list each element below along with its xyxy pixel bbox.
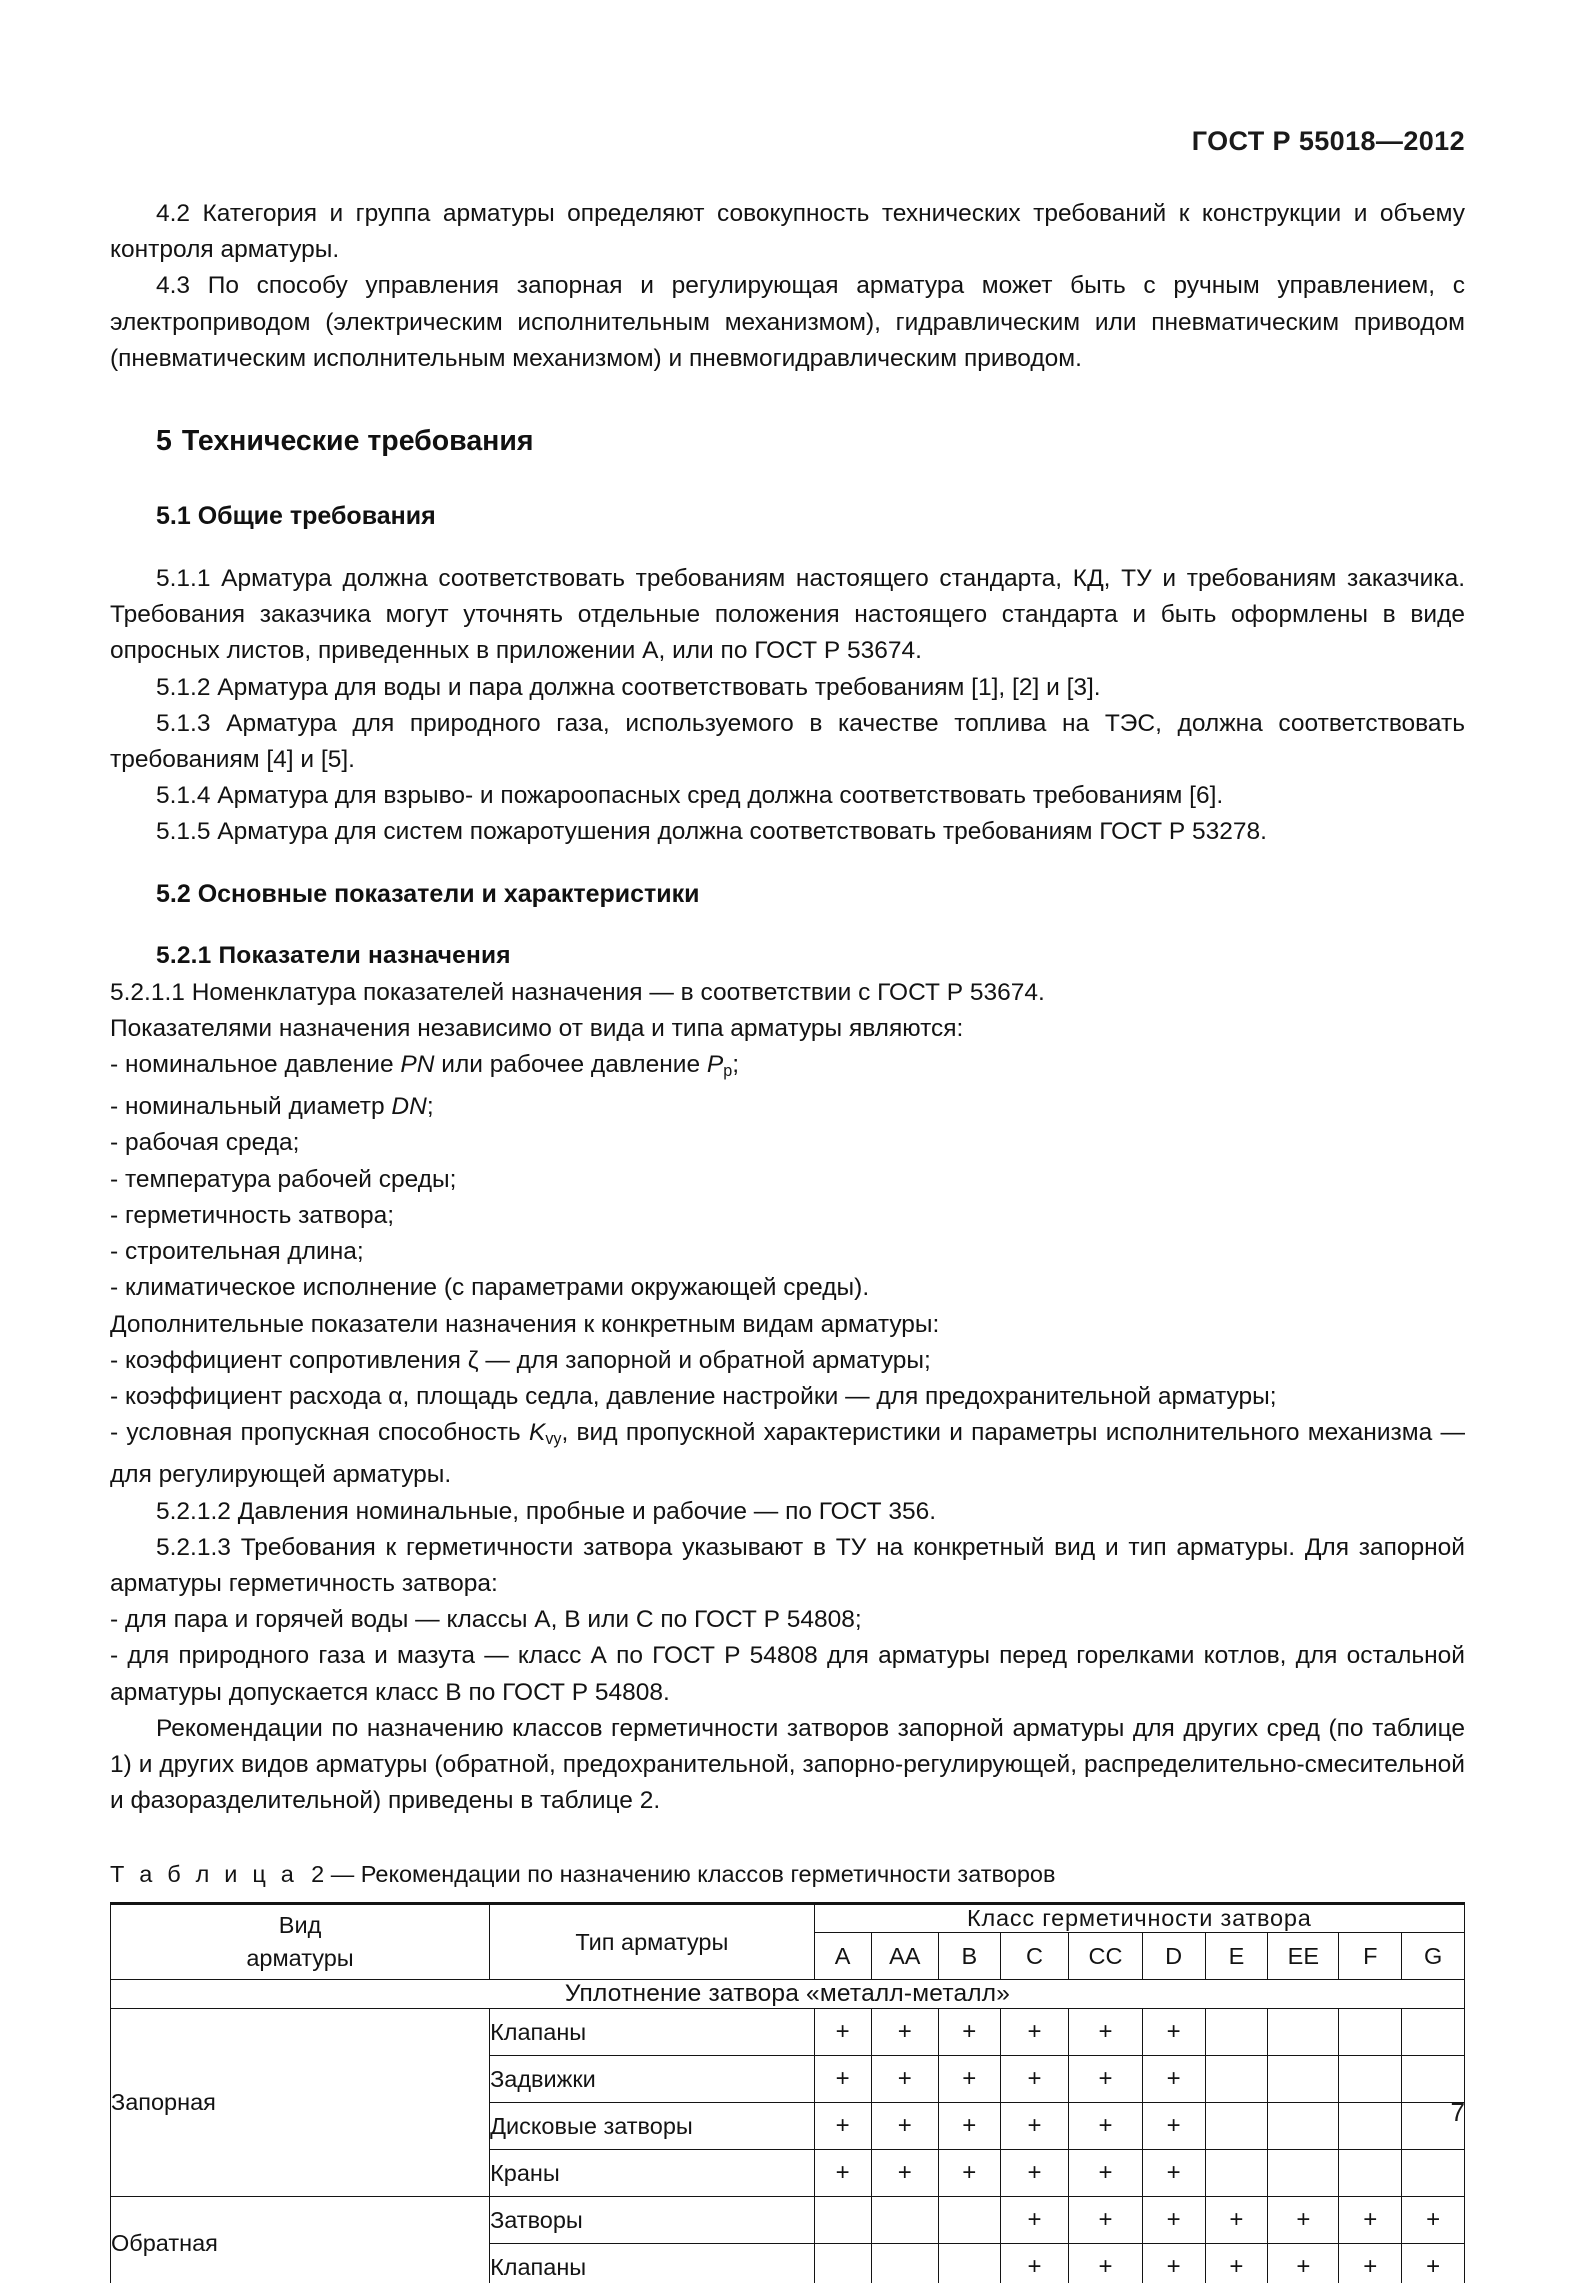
paragraph-5-1-4: 5.1.4 Арматура для взрыво- и пожароопасных сред должна соответствовать требованиям [6].	[156, 782, 1224, 810]
mark-cell: +	[1268, 2244, 1339, 2283]
tip-klapany-obratnaya: Клапаны	[490, 2244, 815, 2283]
bullet-nominal-pressure-prefix: - номинальное давление	[110, 1051, 401, 1079]
header-class-g: G	[1402, 1933, 1465, 1980]
page-number: 7	[1450, 2097, 1465, 2127]
mark-cell: +	[1000, 2009, 1069, 2056]
mark-cell: +	[1402, 2197, 1465, 2244]
bullet-nominal-diameter-suffix: ;	[426, 1093, 434, 1121]
header-class-e: Е	[1205, 1933, 1268, 1980]
mark-cell: +	[1402, 2244, 1465, 2283]
paragraph-5-1-5: 5.1.5 Арматура для систем пожаротушения должна соответствовать требованиям ГОСТ Р 53278.	[156, 818, 1267, 846]
mark-cell: +	[1205, 2197, 1268, 2244]
table-caption-text: Рекомендации по назначению классов герметичности затворов	[360, 1861, 1056, 1888]
mark-cell	[1268, 2103, 1339, 2150]
table-caption-dash: —	[330, 1861, 355, 1888]
mark-cell: +	[1069, 2103, 1142, 2150]
paragraph-5-1-2: 5.1.2 Арматура для воды и пара должна соответствовать требованиям [1], [2] и [3].	[156, 673, 1101, 701]
symbol-alpha: α	[388, 1382, 403, 1410]
mark-cell	[1339, 2103, 1402, 2150]
bullet-seal-tightness: - герметичность затвора;	[110, 1201, 395, 1229]
paragraph-additional-intro: Дополнительные показатели назначения к конкретным видам арматуры:	[110, 1310, 940, 1338]
banner-metal-metal-seal: Уплотнение затвора «металл-металл»	[111, 1980, 1465, 2009]
symbol-k-subscript: vy	[545, 1430, 562, 1449]
table-caption-label: Т а б л и ц а	[110, 1861, 299, 1888]
header-class-f: F	[1339, 1933, 1402, 1980]
mark-cell: +	[1000, 2244, 1069, 2283]
mark-cell: +	[814, 2009, 871, 2056]
mark-cell: +	[1142, 2056, 1205, 2103]
bullet-nominal-diameter-prefix: - номинальный диаметр	[110, 1093, 392, 1121]
bullet-natural-gas-fuel-oil: - для природного газа и мазута — класс А по ГОСТ Р 54808 для арматуры перед горелками котлов, для остальной арматуры допускается класс В по ГОСТ Р 54808.	[110, 1642, 1465, 1706]
mark-cell: +	[1000, 2103, 1069, 2150]
mark-cell: +	[1142, 2009, 1205, 2056]
symbol-p-subscript: р	[723, 1062, 733, 1081]
mark-cell: +	[1142, 2150, 1205, 2197]
tip-diskovye-zatvory: Дисковые затворы	[490, 2103, 815, 2150]
bullet-resistance-suffix: — для запорной и обратной арматуры;	[478, 1346, 931, 1374]
paragraph-4-3: 4.3 По способу управления запорная и регулирующая арматура может быть с ручным управлением, с электроприводом (электрическим исполнительным механизмом), гидравлическим или пневматическим приводом (пневматическим исполнительным механизмом) и пневмогидравлическим приводом.	[110, 272, 1465, 372]
bullet-nominal-pressure-middle: или рабочее давление	[434, 1051, 707, 1079]
header-class-d: D	[1142, 1933, 1205, 1980]
heading-5-2: 5.2 Основные показатели и характеристики	[156, 879, 700, 908]
table-header	[111, 1904, 1465, 1980]
mark-cell: +	[939, 2056, 1001, 2103]
mark-cell	[939, 2197, 1001, 2244]
table-2-tightness-classes	[110, 1902, 1465, 2283]
bullet-flow-suffix: , площадь седла, давление настройки — для предохранительной арматуры;	[402, 1382, 1277, 1410]
symbol-dn: DN	[391, 1093, 427, 1121]
symbol-pn: PN	[400, 1051, 435, 1079]
bullet-resistance-prefix: - коэффициент сопротивления	[110, 1346, 468, 1374]
header-vid-armatury	[111, 1904, 490, 1980]
header-class-b: В	[939, 1933, 1001, 1980]
paragraph-5-2-1-3: 5.2.1.3 Требования к герметичности затвора указывают в ТУ на конкретный вид и тип арматуры. Для запорной арматуры герметичность затвора:	[110, 1533, 1465, 1597]
heading-5-title: Технические требования	[181, 425, 534, 458]
bullet-nominal-pressure	[110, 1047, 1465, 1089]
mark-cell	[1268, 2150, 1339, 2197]
mark-cell	[871, 2197, 939, 2244]
mark-cell: +	[871, 2056, 939, 2103]
mark-cell	[1268, 2056, 1339, 2103]
table-row	[111, 2009, 1465, 2056]
bullet-working-medium: - рабочая среда;	[110, 1129, 300, 1157]
tip-klapany: Клапаны	[490, 2009, 815, 2056]
paragraph-4-2: 4.2 Категория и группа арматуры определяют совокупность технических требований к конструкции и объему контроля арматуры.	[110, 200, 1465, 264]
header-tip-armatury: Тип арматуры	[490, 1904, 815, 1980]
vid-zapornaya: Запорная	[111, 2009, 490, 2197]
header-class-cc: СС	[1069, 1933, 1142, 1980]
paragraph-5-1-1: 5.1.1 Арматура должна соответствовать требованиям настоящего стандарта, КД, ТУ и требованиям заказчика. Требования заказчика могут уточнять отдельные положения настоящего стандарта и быть оформлены в виде опросных листов, приведенных в приложении А, или по ГОСТ Р 53674.	[110, 565, 1465, 665]
mark-cell	[1205, 2103, 1268, 2150]
mark-cell	[1205, 2150, 1268, 2197]
mark-cell	[1205, 2056, 1268, 2103]
heading-5-1: 5.1 Общие требования	[156, 502, 436, 531]
paragraph-5-2-1-1: 5.2.1.1 Номенклатура показателей назначения — в соответствии с ГОСТ Р 53674.	[110, 978, 1045, 1006]
bullet-flow-prefix: - коэффициент расхода	[110, 1382, 389, 1410]
mark-cell: +	[1142, 2103, 1205, 2150]
vid-obratnaya: Обратная	[111, 2197, 490, 2283]
header-vid-line1: Вид	[278, 1912, 322, 1939]
mark-cell	[1268, 2009, 1339, 2056]
bullet-flow-coefficient	[110, 1379, 1465, 1415]
paragraph-5-1-3: 5.1.3 Арматура для природного газа, используемого в качестве топлива на ТЭС, должна соответствовать требованиям [4] и [5].	[110, 709, 1465, 774]
bullet-capacity-suffix: , вид пропускной характеристики и параметры исполнительного механизма — для регулирующей арматуры.	[110, 1419, 1465, 1489]
table-row	[111, 2197, 1465, 2244]
mark-cell: +	[814, 2056, 871, 2103]
header-class-group: Класс герметичности затвора	[814, 1904, 1464, 1933]
bullet-steam-hot-water: - для пара и горячей воды — классы А, В или С по ГОСТ Р 54808;	[110, 1606, 862, 1634]
heading-5-number: 5	[156, 425, 172, 458]
page-content	[110, 196, 1465, 2283]
mark-cell	[1402, 2009, 1465, 2056]
standard-header: ГОСТ Р 55018—2012	[1191, 126, 1465, 156]
paragraph-indicators-intro: Показателями назначения независимо от вида и типа арматуры являются:	[110, 1014, 964, 1042]
tip-krany: Краны	[490, 2150, 815, 2197]
mark-cell: +	[871, 2009, 939, 2056]
table-header-row-1	[111, 1904, 1465, 1933]
heading-5	[110, 423, 1465, 459]
bullet-nominal-diameter	[110, 1089, 1465, 1125]
mark-cell: +	[1000, 2197, 1069, 2244]
mark-cell: +	[814, 2103, 871, 2150]
mark-cell: +	[1069, 2009, 1142, 2056]
mark-cell	[939, 2244, 1001, 2283]
bullet-resistance-coefficient	[110, 1343, 1465, 1379]
header-class-ee: ЕЕ	[1268, 1933, 1339, 1980]
mark-cell	[1339, 2056, 1402, 2103]
bullet-medium-temperature: - температура рабочей среды;	[110, 1165, 457, 1193]
mark-cell: +	[871, 2150, 939, 2197]
mark-cell	[1339, 2009, 1402, 2056]
bullet-nominal-pressure-suffix: ;	[732, 1051, 740, 1079]
mark-cell: +	[1000, 2056, 1069, 2103]
mark-cell: +	[939, 2009, 1001, 2056]
mark-cell	[1402, 2056, 1465, 2103]
bullet-climatic-design: - климатическое исполнение (с параметрами окружающей среды).	[110, 1274, 870, 1302]
mark-cell	[814, 2244, 871, 2283]
table-body	[111, 1980, 1465, 2283]
mark-cell: +	[1069, 2150, 1142, 2197]
tip-zadvizhki: Задвижки	[490, 2056, 815, 2103]
mark-cell: +	[1069, 2244, 1142, 2283]
mark-cell	[814, 2197, 871, 2244]
header-vid-line2: арматуры	[246, 1945, 354, 1972]
mark-cell: +	[1339, 2244, 1402, 2283]
symbol-k: K	[528, 1419, 546, 1447]
header-class-c: С	[1000, 1933, 1069, 1980]
mark-cell: +	[1268, 2197, 1339, 2244]
mark-cell: +	[1069, 2056, 1142, 2103]
mark-cell	[1339, 2150, 1402, 2197]
bullet-face-to-face-length: - строительная длина;	[110, 1238, 364, 1266]
table-2-caption	[110, 1859, 1465, 1889]
mark-cell: +	[871, 2103, 939, 2150]
mark-cell: +	[1069, 2197, 1142, 2244]
mark-cell: +	[814, 2150, 871, 2197]
mark-cell: +	[1000, 2150, 1069, 2197]
mark-cell: +	[939, 2103, 1001, 2150]
mark-cell: +	[939, 2150, 1001, 2197]
bullet-flow-capacity	[110, 1415, 1465, 1493]
mark-cell: +	[1339, 2197, 1402, 2244]
bullet-capacity-prefix: - условная пропускная способность	[110, 1419, 529, 1447]
header-class-a: А	[814, 1933, 871, 1980]
header-class-aa: АА	[871, 1933, 939, 1980]
symbol-zeta: ζ	[467, 1346, 479, 1374]
mark-cell	[1205, 2009, 1268, 2056]
heading-5-2-1: 5.2.1 Показатели назначения	[156, 941, 511, 969]
table-banner-row	[111, 1980, 1465, 2009]
mark-cell: +	[1142, 2197, 1205, 2244]
mark-cell	[871, 2244, 939, 2283]
tip-zatvory: Затворы	[490, 2197, 815, 2244]
symbol-p: P	[706, 1051, 724, 1079]
paragraph-recommendations: Рекомендации по назначению классов герметичности затворов запорной арматуры для других сред (по таблице 1) и других видов арматуры (обратной, предохранительной, запорно-регулирующей, распределительно-смесительной и фазоразделительной) приведены в таблице 2.	[110, 1714, 1465, 1815]
table-caption-number: 2	[311, 1861, 325, 1888]
mark-cell: +	[1205, 2244, 1268, 2283]
mark-cell	[1402, 2150, 1465, 2197]
mark-cell: +	[1142, 2244, 1205, 2283]
paragraph-5-2-1-2: 5.2.1.2 Давления номинальные, пробные и рабочие — по ГОСТ 356.	[156, 1497, 937, 1525]
